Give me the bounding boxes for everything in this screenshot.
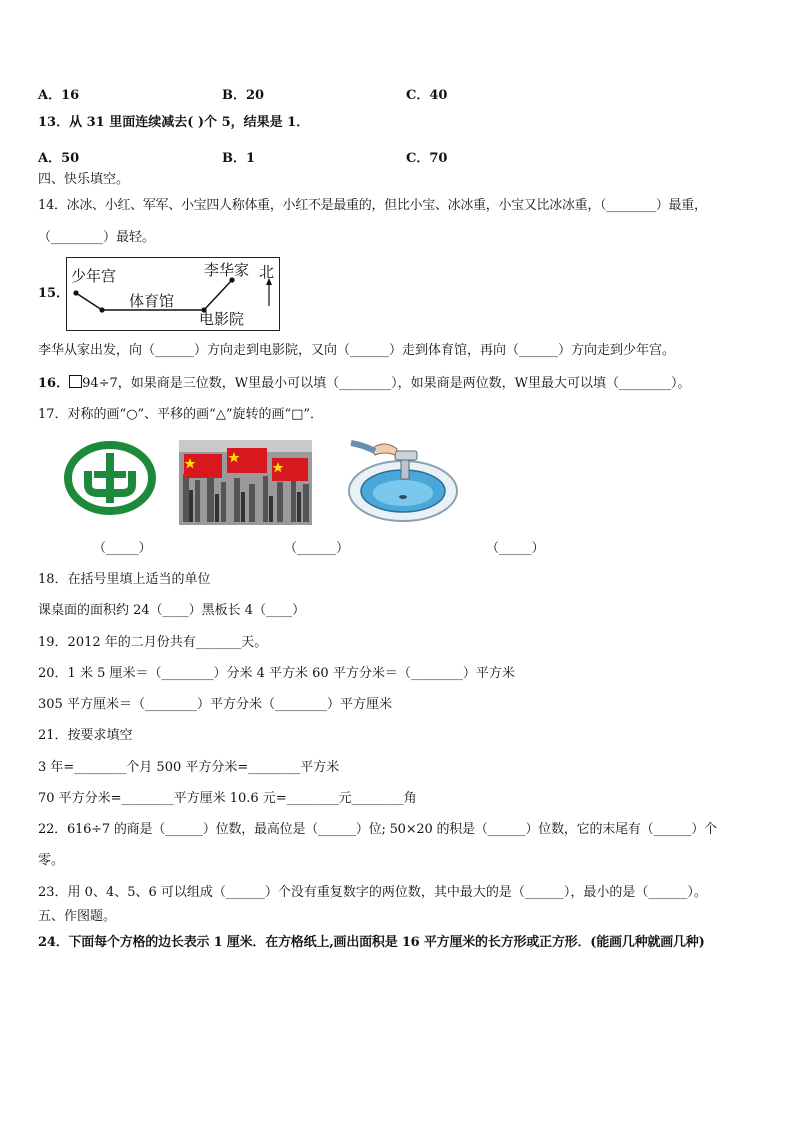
q16-line: 16． 94÷7，如果商是三位数，W里最小可以填（________），如果商是两位数，W里最大可以填（________）。 [38,376,691,391]
label-dianyingyuan: 电影院 [199,310,245,328]
label-bei: 北 [259,263,275,281]
q16-expr: 94÷7，如果商是三位数，W里最小可以填（________），如果商是两位数，W里最大可以填（________）。 [82,376,691,391]
q17-blank-3: （_____） [486,541,545,556]
q12-option-a: A．16 [38,88,80,103]
q18-line2: 课桌面的面积约 24（____）黑板长 4（____） [38,603,306,618]
label-lihuajia: 李华家 [204,261,250,279]
q22-line2: 零。 [38,853,65,868]
q21-title: 21．按要求填空 [38,728,133,743]
q20-line1: 20．1 米 5 厘米＝（________）分米 4 平方米 60 平方分米＝（________）平方米 [38,666,515,681]
q12-option-c: C．40 [406,88,448,103]
q19-text: 19．2012 年的二月份共有_______天。 [38,635,268,650]
q24-text: 24．下面每个方格的边长表示 1 厘米．在方格纸上,画出面积是 16 平方厘米的长方形或正方形．(能画几种就画几种) [38,935,705,950]
label-tiyuguan: 体育馆 [129,292,175,310]
label-shaoniangong: 少年宫 [71,267,117,285]
q17-blank-1: （_____） [93,541,152,556]
q14-line2: （________）最轻。 [38,230,156,245]
bank-logo-icon [64,441,156,515]
q13-option-c: C．70 [406,151,448,166]
shaoniangong-point [73,290,78,295]
q13-text: 13．从 31 里面连续减去( )个 5，结果是 1． [38,115,310,130]
tiyuguan-point [99,307,104,312]
q13-option-b: B．1 [222,151,256,166]
q15-route-map [66,257,280,331]
q21-line1: 3 年=________个月 500 平方分米=________平方米 [38,760,340,775]
sink-faucet-image [345,437,461,525]
flags-photo [179,440,312,525]
q22-line1: 22．616÷7 的商是（______）位数，最高位是（______）位; 50×20 的积是（______）位数，它的末尾有（______）个 [38,822,717,837]
q15-text: 李华从家出发，向（______）方向走到电影院，又向（______）走到体育馆，再向（______）方向走到少年宫。 [38,343,676,358]
q18-text: 18．在括号里填上适当的单位 [38,572,211,587]
q14-line1: 14．冰冰、小红、军军、小宝四人称体重，小红不是最重的，但比小宝、冰冰重，小宝又比冰冰重，（________）最重， [38,198,707,213]
q12-option-b: B．20 [222,88,265,103]
blank-square-icon [69,375,82,388]
q21-line2: 70 平方分米=________平方厘米 10.6 元=________元________角 [38,791,417,806]
q17-text: 17．对称的画“○”、平移的画“△”旋转的画“□”． [38,407,324,422]
section-5-title: 五、作图题。 [38,909,117,924]
q13-option-a: A．50 [38,151,80,166]
q15-number: 15． [38,286,70,301]
section-4-title: 四、快乐填空。 [38,172,130,187]
q23-text: 23．用 0、4、5、6 可以组成（______）个没有重复数字的两位数，其中最大的是（______），最小的是（______）。 [38,885,707,900]
q20-line2: 305 平方厘米＝（________）平方分米（________）平方厘米 [38,697,392,712]
q17-blank-2: （______） [284,541,350,556]
